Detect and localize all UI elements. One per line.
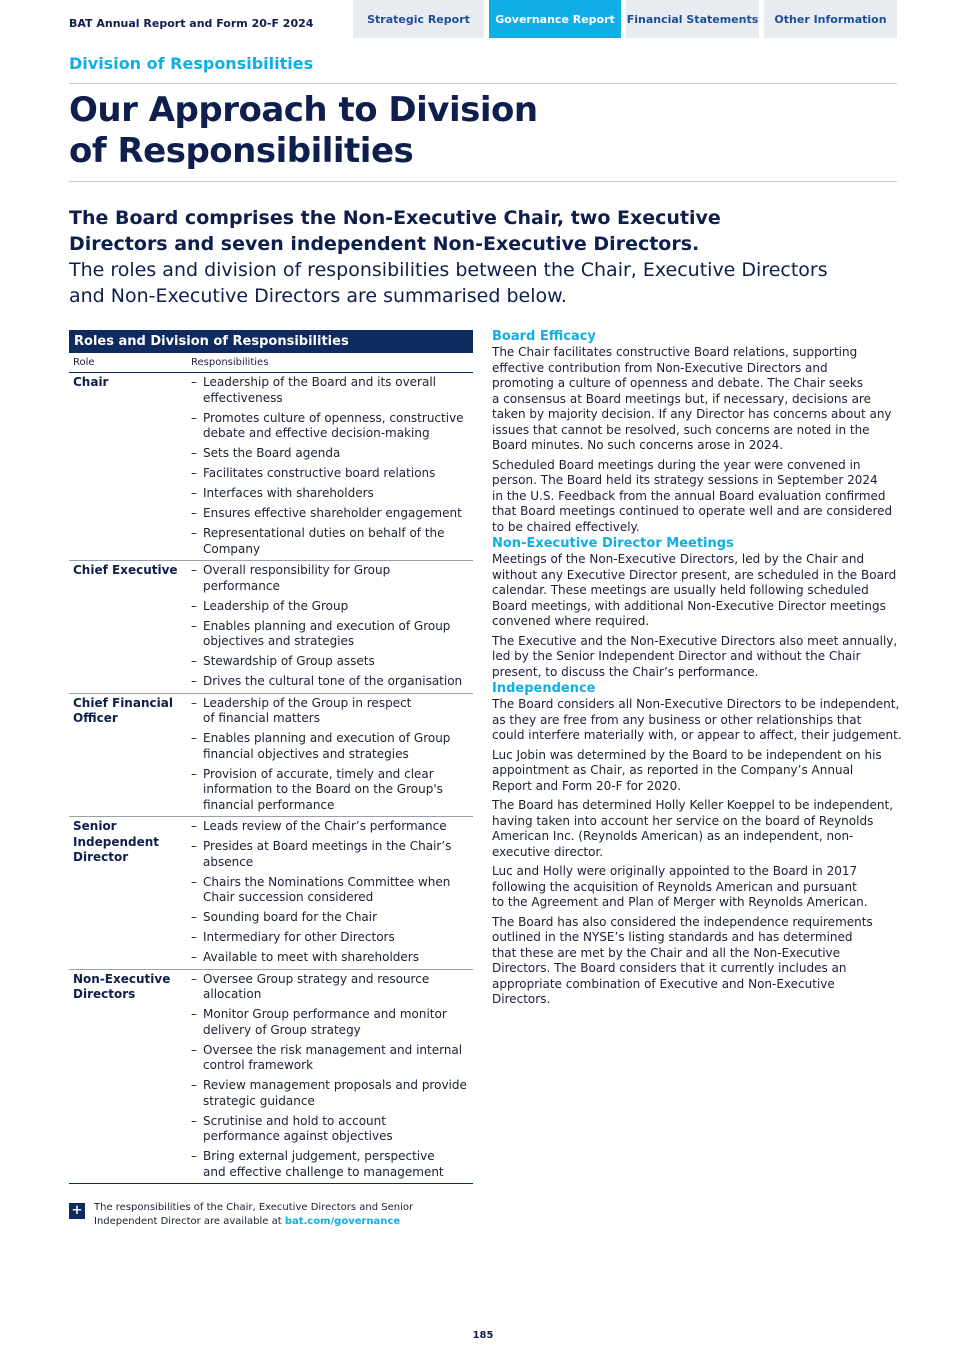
responsibility-line: debate and effective decision-making: [203, 426, 430, 440]
bullet-dash: –: [191, 1113, 197, 1128]
tab-strategic-report[interactable]: Strategic Report: [353, 0, 484, 38]
paragraph-line: present, to discuss the Chair’s performance.: [492, 664, 759, 679]
table-header: [69, 353, 473, 373]
responsibility-text: [203, 619, 450, 650]
responsibility-item: [191, 563, 473, 594]
section-label: Division of Responsibilities: [69, 54, 314, 73]
responsibility-line: Available to meet with shareholders: [203, 950, 419, 964]
bullet-dash: –: [191, 563, 197, 577]
responsibility-item: [191, 819, 473, 835]
page-title-line: of Responsibilities: [69, 131, 414, 171]
role-name-line: Non-Executive: [73, 971, 171, 986]
responsibility-text: [203, 1007, 447, 1038]
section-heading: Non-Executive Director Meetings: [492, 536, 734, 551]
bullet-dash: –: [191, 486, 197, 500]
paragraph-line: could interfere materially with, or appear to affect, their judgement.: [492, 728, 902, 742]
paragraph-line: appointment as Chair, as reported in the Company’s Annual: [492, 763, 854, 777]
responsibility-item: [191, 950, 473, 966]
role-name: [69, 375, 191, 557]
intro-bold-line: Directors and seven independent Non-Executive Directors.: [69, 233, 700, 255]
role-name: [69, 972, 191, 1181]
paragraph-line: led by the Senior Independent Director and without the Chair: [492, 649, 861, 663]
table-title: Roles and Division of Responsibilities: [69, 330, 473, 353]
role-name-line: Officer: [73, 711, 118, 725]
role-name-line: Director: [73, 850, 129, 864]
responsibility-text: [203, 411, 464, 442]
bullet-dash: –: [191, 1007, 197, 1021]
paragraph-line: having taken into account her service on the board of Reynolds: [492, 813, 874, 828]
bullet-dash: –: [191, 618, 197, 633]
responsibility-line: Sets the Board agenda: [203, 446, 341, 460]
footnote-line: [94, 1215, 413, 1229]
responsibility-text: [203, 819, 447, 835]
bullet-dash: –: [191, 971, 197, 986]
footnote-text: Independent Director are available at: [94, 1215, 285, 1227]
paragraph-line: that these are met by the Chair and all the Non-Executive: [492, 945, 841, 960]
bullet-dash: –: [191, 731, 197, 745]
paragraph: [492, 552, 902, 630]
table-body: [69, 373, 473, 1184]
responsibility-line: financial performance: [203, 797, 335, 812]
page-title-line: Our Approach to Division: [69, 90, 538, 130]
paragraph: [492, 915, 902, 1008]
paragraph-line: The Board considers all Non-Executive Directors to be independent,: [492, 697, 900, 711]
responsibility-line: objectives and strategies: [203, 634, 355, 648]
responsibility-line: Representational duties on behalf of the: [203, 526, 445, 540]
responsibility-line: Review management proposals and provide: [203, 1078, 467, 1092]
column-header-responsibilities: Responsibilities: [191, 357, 269, 368]
responsibility-text: [203, 875, 450, 906]
responsibility-item: [191, 1043, 473, 1074]
tab-financial-statements[interactable]: Financial Statements: [626, 0, 759, 38]
responsibility-item: [191, 930, 473, 946]
responsibility-line: Leadership of the Board and its overall: [203, 375, 437, 389]
responsibility-item: [191, 674, 473, 690]
tab-other-information[interactable]: Other Information: [764, 0, 897, 38]
paragraph-line: person. The Board held its strategy sessions in September 2024: [492, 473, 878, 487]
responsibility-line: Chairs the Nominations Committee when: [203, 874, 451, 889]
paragraph-line: issues that cannot be resolved, such concerns are noted in the: [492, 422, 870, 437]
responsibility-line: Enables planning and execution of Group: [203, 618, 451, 633]
responsibility-line: Leads review of the Chair’s performance: [203, 819, 447, 833]
responsibility-item: [191, 839, 473, 870]
paragraph-line: Directors. The Board considers that it currently includes an: [492, 961, 847, 975]
divider-top: [69, 83, 897, 84]
responsibility-text: [203, 674, 462, 690]
paragraph-line: Scheduled Board meetings during the year were convened in: [492, 457, 861, 472]
paragraph-line: Luc Jobin was determined by the Board to be independent on his: [492, 747, 882, 762]
responsibility-text: [203, 506, 462, 522]
footnote: [94, 1201, 413, 1228]
governance-link[interactable]: bat.com/governance: [284, 1215, 401, 1227]
responsibility-line: performance: [203, 578, 280, 593]
paragraph-line: The Board has also considered the independence requirements: [492, 914, 873, 929]
table-row: [69, 817, 473, 970]
responsibility-text: [203, 375, 436, 406]
responsibility-item: [191, 654, 473, 670]
role-name-line: Senior: [73, 819, 117, 833]
column-header-role: Role: [73, 357, 95, 368]
responsibility-item: [191, 767, 473, 814]
responsibility-line: Facilitates constructive board relations: [203, 466, 436, 480]
responsibility-item: [191, 696, 473, 727]
bullet-dash: –: [191, 446, 197, 460]
paragraph-line: Board meetings, with additional Non-Executive Director meetings: [492, 598, 886, 613]
table-row: [69, 970, 473, 1185]
responsibility-line: Leadership of the Group in respect: [203, 695, 412, 710]
role-name-line: Directors: [73, 987, 136, 1001]
responsibility-line: Drives the cultural tone of the organisation: [203, 674, 463, 688]
paragraph-line: convened where required.: [492, 614, 650, 628]
bullet-dash: –: [191, 1042, 197, 1057]
responsibility-text: [203, 526, 445, 557]
responsibility-text: [203, 950, 419, 966]
responsibility-list: [191, 375, 473, 557]
responsibility-line: Monitor Group performance and monitor: [203, 1007, 447, 1021]
responsibility-text: [203, 1078, 467, 1109]
responsibility-item: [191, 1149, 473, 1180]
paragraph-line: Directors.: [492, 992, 551, 1006]
responsibility-line: Bring external judgement, perspective: [203, 1149, 435, 1163]
responsibility-line: strategic guidance: [203, 1093, 315, 1108]
paragraph: [492, 798, 902, 860]
responsibility-line: Oversee the risk management and internal: [203, 1042, 463, 1057]
paragraph-line: that Board meetings continued to operate well and are considered: [492, 504, 893, 518]
responsibility-text: [203, 446, 340, 462]
paragraph: [492, 345, 902, 454]
responsibility-text: [203, 910, 377, 926]
responsibility-item: [191, 875, 473, 906]
responsibility-line: Scrutinise and hold to account: [203, 1113, 386, 1128]
paragraph-line: outlined in the NYSE’s listing standards and has determined: [492, 930, 853, 944]
page-title: [69, 90, 538, 172]
role-name: [69, 819, 191, 966]
paragraph-line: executive director.: [492, 844, 604, 859]
responsibility-line: Oversee Group strategy and resource: [203, 971, 430, 986]
responsibility-item: [191, 1114, 473, 1145]
responsibility-item: [191, 619, 473, 650]
page-number: 185: [472, 1330, 494, 1341]
responsibility-text: [203, 486, 374, 502]
paragraph-line: to the Agreement and Plan of Merger with Reynolds American.: [492, 895, 868, 909]
responsibility-line: Overall responsibility for Group: [203, 563, 391, 577]
plus-icon: +: [69, 1203, 85, 1219]
divider-title: [69, 181, 897, 182]
responsibility-text: [203, 654, 375, 670]
responsibility-line: effectiveness: [203, 390, 283, 405]
paragraph-line: calendar. These meetings are usually held following scheduled: [492, 583, 869, 597]
bullet-dash: –: [191, 819, 197, 833]
paragraph-line: The Executive and the Non-Executive Directors also meet annually,: [492, 633, 898, 648]
table-row: [69, 373, 473, 561]
bullet-dash: –: [191, 910, 197, 924]
responsibility-line: of financial matters: [203, 711, 320, 725]
role-name: [69, 563, 191, 690]
bullet-dash: –: [191, 1078, 197, 1092]
responsibility-line: Intermediary for other Directors: [203, 930, 395, 944]
responsibility-text: [203, 1114, 393, 1145]
role-name-line: Chief Executive: [73, 563, 178, 577]
paragraph-line: a consensus at Board meetings but, if necessary, decisions are: [492, 391, 871, 406]
responsibility-item: [191, 972, 473, 1003]
paragraph: [492, 748, 902, 795]
responsibility-text: [203, 563, 390, 594]
paragraph-line: Meetings of the Non-Executive Directors, led by the Chair and: [492, 552, 865, 566]
bullet-dash: –: [191, 839, 197, 853]
bullet-dash: –: [191, 526, 197, 540]
responsibility-item: [191, 375, 473, 406]
paragraph-line: promoting a culture of openness and debate. The Chair seeks: [492, 376, 864, 390]
paragraph-line: following the acquisition of Reynolds American and pursuant: [492, 879, 857, 894]
responsibility-line: Enables planning and execution of Group: [203, 731, 451, 745]
responsibility-line: financial objectives and strategies: [203, 746, 409, 761]
paragraph-line: in the U.S. Feedback from the annual Board evaluation confirmed: [492, 488, 886, 503]
responsibility-line: Ensures effective shareholder engagement: [203, 506, 462, 520]
role-name-line: Independent: [73, 834, 160, 849]
responsibility-line: Company: [203, 541, 261, 556]
responsibility-text: [203, 767, 443, 814]
responsibility-text: [203, 1043, 462, 1074]
intro-description: [69, 257, 828, 309]
responsibility-text: [203, 972, 429, 1003]
bullet-dash: –: [191, 1149, 197, 1163]
roles-table: [69, 330, 473, 1184]
responsibility-list: [191, 972, 473, 1181]
paragraph: [492, 864, 902, 911]
bullet-dash: –: [191, 674, 197, 688]
responsibility-item: [191, 1007, 473, 1038]
intro-summary: [69, 205, 721, 257]
section-heading: Board Efficacy: [492, 329, 596, 344]
responsibility-list: [191, 696, 473, 814]
paragraph-line: American Inc. (Reynolds American) as an independent, non-: [492, 829, 854, 843]
bullet-dash: –: [191, 950, 197, 964]
bullet-dash: –: [191, 930, 197, 944]
responsibility-line: information to the Board on the Group's: [203, 782, 443, 796]
paragraph-line: The Board has determined Holly Keller Koeppel to be independent,: [492, 798, 894, 812]
role-name: [69, 696, 191, 814]
responsibility-list: [191, 819, 473, 966]
section-heading: Independence: [492, 681, 596, 696]
responsibility-line: control framework: [203, 1058, 314, 1072]
responsibility-item: [191, 446, 473, 462]
responsibility-text: [203, 696, 411, 727]
bullet-dash: –: [191, 874, 197, 889]
paragraph-line: The Chair facilitates constructive Board relations, supporting: [492, 345, 858, 359]
paragraph: [492, 458, 902, 536]
bullet-dash: –: [191, 506, 197, 520]
responsibility-text: [203, 1149, 444, 1180]
responsibility-line: Promotes culture of openness, constructive: [203, 410, 464, 425]
intro-plain-line: The roles and division of responsibilities between the Chair, Executive Directors: [69, 259, 828, 281]
bullet-dash: –: [191, 598, 197, 613]
responsibility-item: [191, 466, 473, 482]
paragraph-line: to be chaired effectively.: [492, 519, 640, 534]
responsibility-item: [191, 910, 473, 926]
paragraph: [492, 634, 902, 681]
paragraph-line: as they are free from any business or other relationships that: [492, 712, 862, 727]
responsibility-item: [191, 411, 473, 442]
responsibility-list: [191, 563, 473, 690]
responsibility-item: [191, 506, 473, 522]
bullet-dash: –: [191, 766, 197, 781]
bullet-dash: –: [191, 375, 197, 389]
responsibility-line: Provision of accurate, timely and clear: [203, 766, 434, 781]
right-column: [492, 328, 902, 1008]
responsibility-item: [191, 486, 473, 502]
responsibility-line: Presides at Board meetings in the Chair’s: [203, 839, 452, 853]
responsibility-item: [191, 1078, 473, 1109]
responsibility-text: [203, 930, 395, 946]
intro-bold-line: The Board comprises the Non-Executive Chair, two Executive: [69, 207, 721, 229]
paragraph-line: taken by majority decision. If any Director has concerns about any: [492, 407, 892, 421]
intro-plain-line: and Non-Executive Directors are summarised below.: [69, 285, 567, 307]
paragraph-line: without any Executive Director present, are scheduled in the Board: [492, 567, 897, 582]
bullet-dash: –: [191, 695, 197, 710]
bullet-dash: –: [191, 654, 197, 668]
responsibility-line: and effective challenge to management: [203, 1164, 444, 1179]
paragraph-line: effective contribution from Non-Executive Directors and: [492, 360, 828, 375]
role-name-line: Chair: [73, 375, 109, 389]
bullet-dash: –: [191, 410, 197, 425]
bullet-dash: –: [191, 466, 197, 480]
responsibility-line: delivery of Group strategy: [203, 1022, 361, 1037]
footnote-line: The responsibilities of the Chair, Executive Directors and Senior: [94, 1202, 414, 1213]
responsibility-line: allocation: [203, 987, 262, 1001]
responsibility-item: [191, 731, 473, 762]
tab-governance-report[interactable]: Governance Report: [489, 0, 621, 38]
responsibility-text: [203, 839, 451, 870]
responsibility-line: Sounding board for the Chair: [203, 910, 378, 924]
paragraph-line: Board minutes. No such concerns arose in 2024.: [492, 438, 784, 452]
paragraph: [492, 697, 902, 744]
document-title: BAT Annual Report and Form 20-F 2024: [69, 17, 314, 30]
role-name-line: Chief Financial: [73, 695, 173, 710]
responsibility-line: Leadership of the Group: [203, 598, 349, 613]
responsibility-line: Stewardship of Group assets: [203, 654, 375, 668]
responsibility-line: Interfaces with shareholders: [203, 486, 374, 500]
paragraph-line: appropriate combination of Executive and Non-Executive: [492, 976, 835, 991]
responsibility-item: [191, 599, 473, 615]
responsibility-text: [203, 466, 435, 482]
table-row: [69, 561, 473, 694]
paragraph-line: Luc and Holly were originally appointed to the Board in 2017: [492, 864, 858, 878]
paragraph-line: Report and Form 20-F for 2020.: [492, 778, 682, 793]
responsibility-line: performance against objectives: [203, 1129, 393, 1143]
responsibility-text: [203, 731, 450, 762]
responsibility-item: [191, 526, 473, 557]
table-row: [69, 694, 473, 818]
responsibility-text: [203, 599, 348, 615]
responsibility-line: Chair succession considered: [203, 890, 374, 904]
responsibility-line: absence: [203, 854, 254, 869]
